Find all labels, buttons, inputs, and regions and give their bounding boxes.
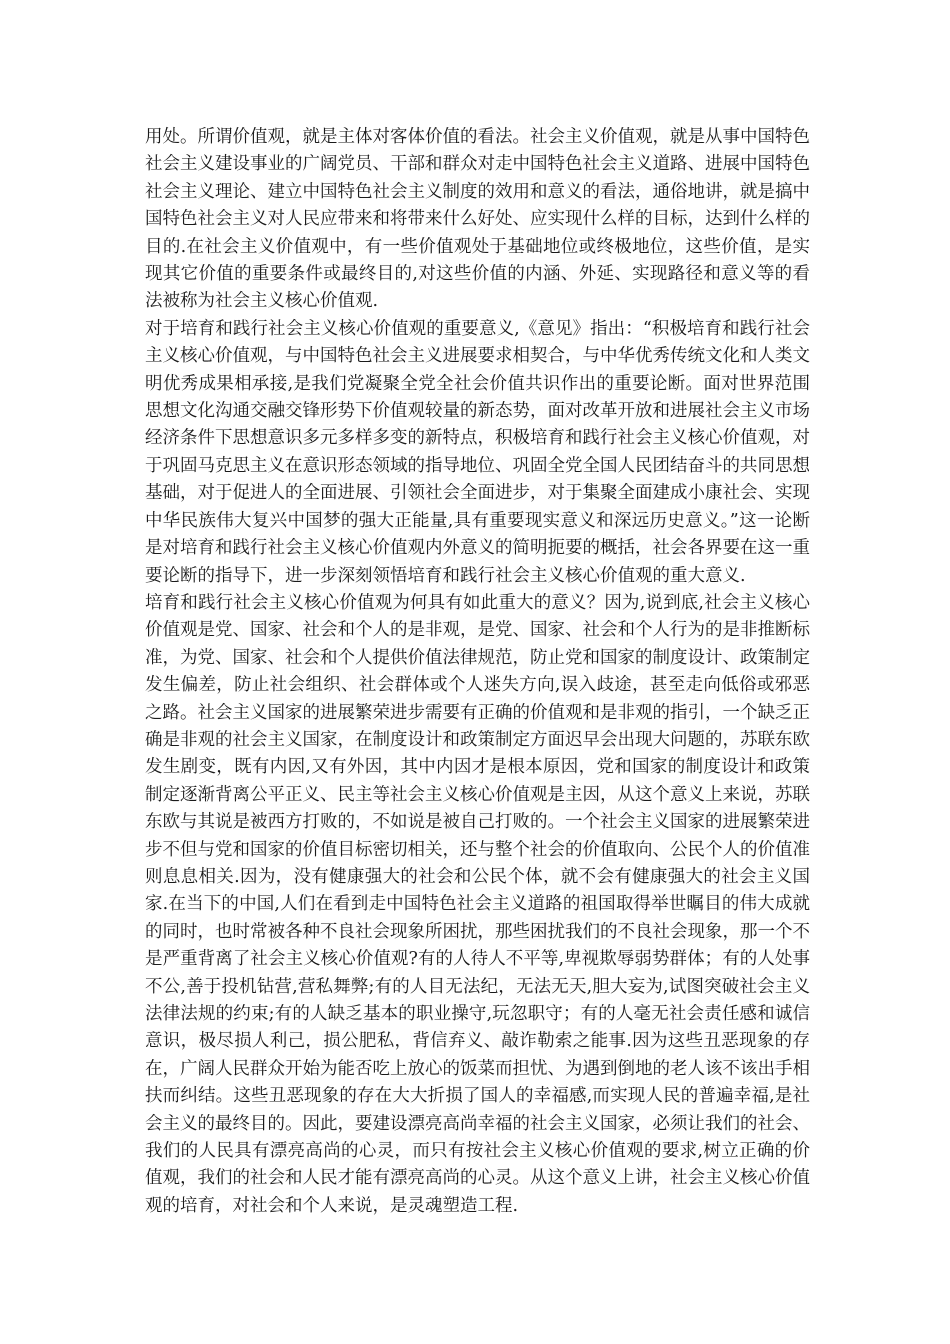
paragraph-significance-quote: 对于培育和践行社会主义核心价值观的重要意义,《意见》指出：“积极培育和践行社会主义核心价值观，与中国特色社会主义进展要求相契合，与中华优秀传统文化和人类文明优秀成果相承接,是我们党凝聚全党全社会价值共识作出的重要论断。面对世界范围思想文化沟通交融交锋形势下价值观较量的新态势，面对改革开放和进展社会主义市场经济条件下思想意识多元多样多变的新特点，积极培育和践行社会主义核心价值观，对于巩固马克思主义在意识形态领域的指导地位、巩固全党全国人民团结奋斗的共同思想基础，对于促进人的全面进展、引领社会全面进步，对于集聚全面建成小康社会、实现中华民族伟大复兴中国梦的强大正能量,具有重要现实意义和深远历史意义。”这一论断是对培育和践行社会主义核心价值观内外意义的简明扼要的概括，社会各界要在这一重要论断的指导下，进一步深刻领悟培育和践行社会主义核心价值观的重大意义.: [145, 318, 810, 586]
paragraph-value-definition: 用处。所谓价值观，就是主体对客体价值的看法。社会主义价值观，就是从事中国特色社会主义建设事业的广阔党员、干部和群众对走中国特色社会主义道路、进展中国特色社会主义理论、建立中国特色社会主义制度的效用和意义的看法，通俗地讲，就是搞中国特色社会主义对人民应带来和将带来什么好处、应实现什么样的目标，达到什么样的目的.在社会主义价值观中，有一些价值观处于基础地位或终极地位，这些价值，是实现其它价值的重要条件或最终目的,对这些价值的内涵、外延、实现路径和意义等的看法被称为社会主义核心价值观.: [145, 127, 810, 312]
paragraph-significance-reasons: 培育和践行社会主义核心价值观为何具有如此重大的意义？因为,说到底,社会主义核心价值观是党、国家、社会和个人的是非观，是党、国家、社会和个人行为的是非推断标准，为党、国家、社会和个人提供价值法律规范，防止党和国家的制度设计、政策制定发生偏差，防止社会组织、社会群体或个人迷失方向,误入歧途，甚至走向低俗或邪恶之路。社会主义国家的进展繁荣进步需要有正确的价值观和是非观的指引，一个缺乏正确是非观的社会主义国家，在制度设计和政策制定方面迟早会出现大问题的，苏联东欧发生剧变，既有内因,又有外因，其中内因才是根本原因，党和国家的制度设计和政策制定逐渐背离公平正义、民主等社会主义核心价值观是主因，从这个意义上来说，苏联东欧与其说是被西方打败的，不如说是被自己打败的。一个社会主义国家的进展繁荣进步不但与党和国家的价值目标密切相关，还与整个社会的价值取向、公民个人的价值准则息息相关.因为，没有健康强大的社会和公民个体，就不会有健康强大的社会主义国家.在当下的中国,人们在看到走中国特色社会主义道路的祖国取得举世瞩目的伟大成就的同时，也时常被各种不良社会现象所困扰，那些困扰我们的不良社会现象，那一个不是严重背离了社会主义核心价值观?有的人待人不平等,卑视欺辱弱势群体；有的人处事不公,善于投机钻营,营私舞弊;有的人目无法纪，无法无天,胆大妄为,试图突破社会主义法律法规的约束;有的人缺乏基本的职业操守,玩忽职守；有的人毫无社会责任感和诚信意识，极尽损人利己，损公肥私，背信弃义、敲诈勒索之能事.因为这些丑恶现象的存在，广阔人民群众开始为能否吃上放心的饭菜而担忧、为遇到倒地的老人该不该出手相扶而纠结。这些丑恶现象的存在大大折损了国人的幸福感,而实现人民的普遍幸福,是社会主义的最终目的。因此，要建设漂亮高尚幸福的社会主义国家，必须让我们的社会、我们的人民具有漂亮高尚的心灵，而只有按社会主义核心价值观的要求,树立正确的价值观，我们的社会和人民才能有漂亮高尚的心灵。从这个意义上讲，社会主义核心价值观的培育，对社会和个人来说，是灵魂塑造工程.: [145, 592, 810, 1216]
document-body: [145, 124, 810, 1220]
